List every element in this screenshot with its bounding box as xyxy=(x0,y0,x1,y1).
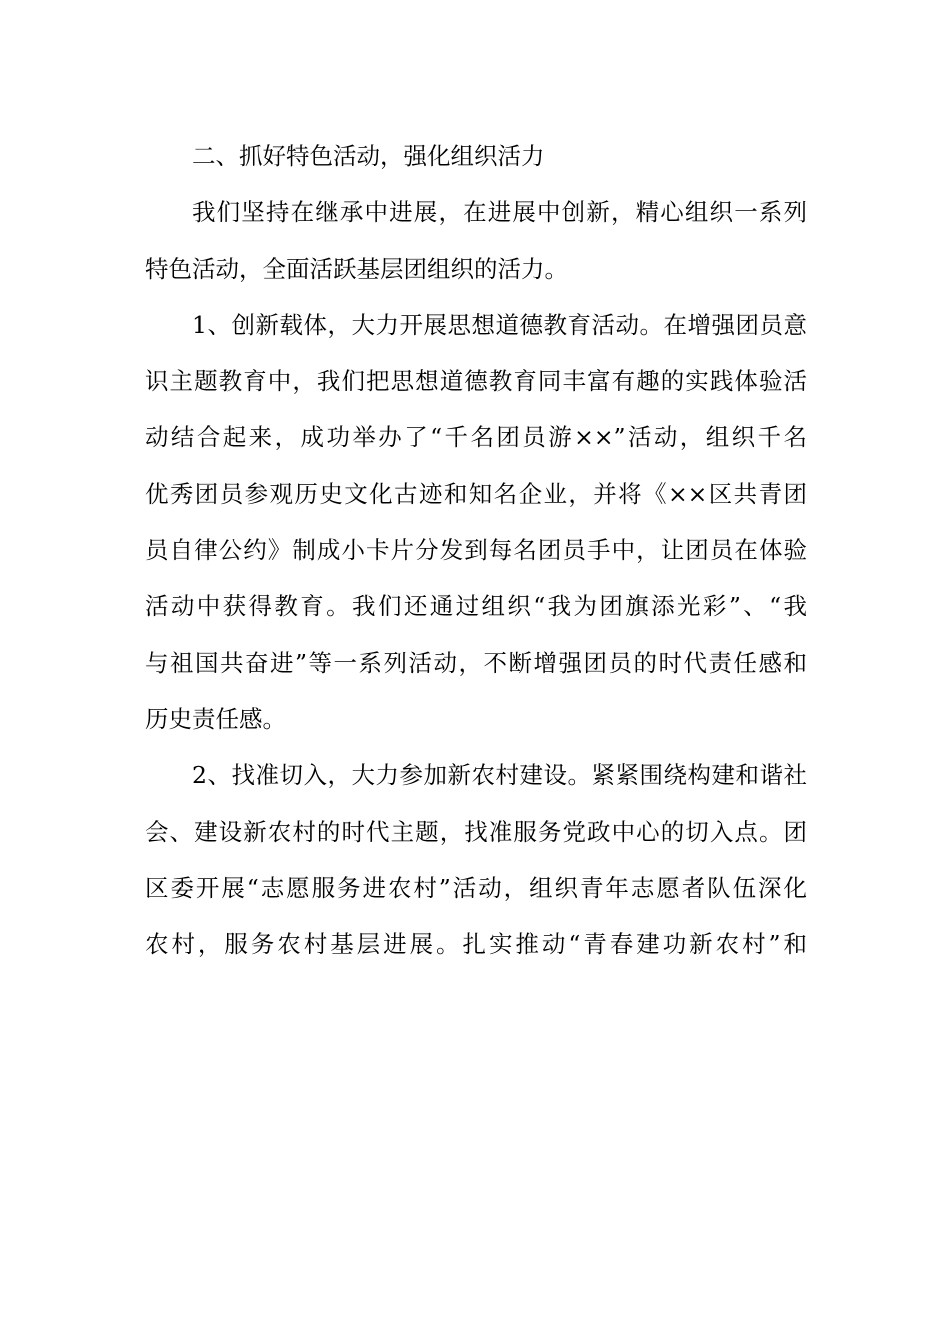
text-line: 识主题教育中，我们把思想道德教育同丰富有趣的实践体验活 xyxy=(145,367,807,396)
text-line: 优秀团员参观历史文化古迹和知名企业，并将《××区共青团 xyxy=(145,479,807,508)
item-1-paragraph xyxy=(145,297,807,747)
document-body xyxy=(145,128,807,972)
section-heading xyxy=(145,128,807,184)
item-2-paragraph xyxy=(145,747,807,972)
text-line: 1、创新载体，大力开展思想道德教育活动。在增强团员意 xyxy=(192,310,807,339)
text-line: 区委开展“志愿服务进农村”活动，组织青年志愿者队伍深化 xyxy=(145,873,807,902)
intro-paragraph xyxy=(145,184,807,297)
text-line: 会、建设新农村的时代主题，找准服务党政中心的切入点。团 xyxy=(145,817,807,846)
text-line: 2、找准切入，大力参加新农村建设。紧紧围绕构建和谐社 xyxy=(192,761,807,790)
text-line: 活动中获得教育。我们还通过组织“我为团旗添光彩”、“我 xyxy=(145,592,807,621)
text-line: 员自律公约》制成小卡片分发到每名团员手中，让团员在体验 xyxy=(145,536,807,565)
text-line: 动结合起来，成功举办了“千名团员游××”活动，组织千名 xyxy=(145,423,807,452)
text-line: 特色活动，全面活跃基层团组织的活力。 xyxy=(145,254,568,283)
text-line: 二、抓好特色活动，强化组织活力 xyxy=(192,142,545,170)
text-line: 我们坚持在继承中进展，在进展中创新，精心组织一系列 xyxy=(192,198,807,227)
text-line: 历史责任感。 xyxy=(145,704,286,733)
text-line: 农村，服务农村基层进展。扎实推动“青春建功新农村”和 xyxy=(145,930,807,959)
text-line: 与祖国共奋进”等一系列活动，不断增强团员的时代责任感和 xyxy=(145,648,807,677)
